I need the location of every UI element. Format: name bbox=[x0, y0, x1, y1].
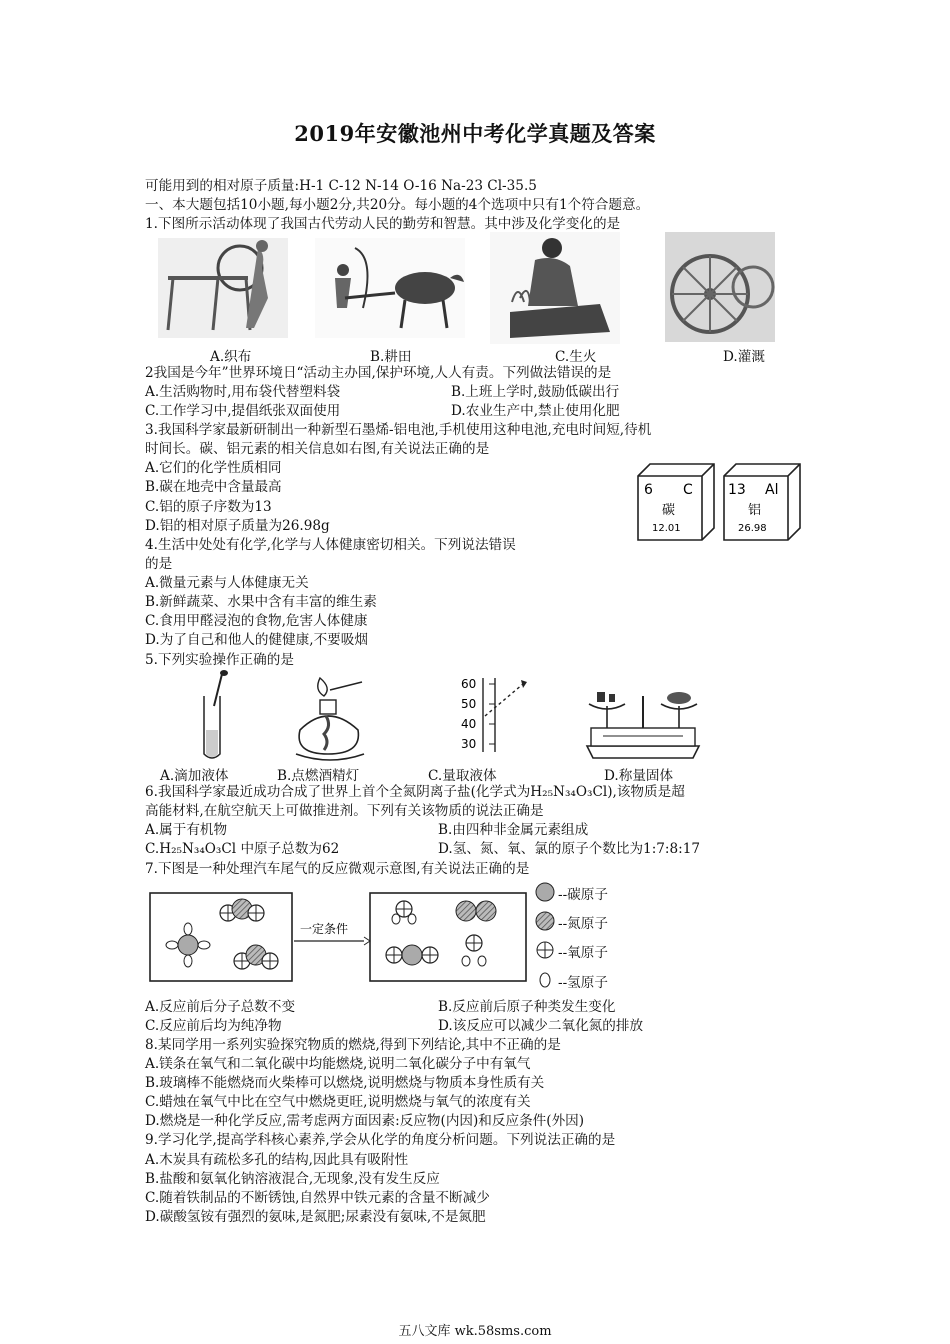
carbon-symbol: C bbox=[683, 482, 693, 498]
carbon-name: 碳 bbox=[662, 503, 676, 518]
q1-stem: 1.下图所示活动体现了我国古代劳动人民的勤劳和智慧。其中涉及化学变化的是 bbox=[145, 216, 621, 232]
q4-option-d: D.为了自己和他人的健健康,不要吸烟 bbox=[145, 632, 368, 648]
graduated-cylinder-image bbox=[455, 674, 535, 754]
q9-stem: 9.学习化学,提高学科核心素养,学会从化学的角度分析问题。下列说法正确的是 bbox=[145, 1132, 616, 1148]
legend-carbon: --碳原子 bbox=[558, 887, 608, 903]
q5-option-c: C.量取液体 bbox=[428, 768, 497, 784]
q8-option-b: B.玻璃棒不能燃烧而火柴棒可以燃烧,说明燃烧与物质本身性质有关 bbox=[145, 1075, 545, 1091]
q6-option-b: B.由四种非金属元素组成 bbox=[438, 822, 589, 838]
q4-option-b: B.新鲜蔬菜、水果中含有丰富的维生素 bbox=[145, 594, 377, 610]
dropping-liquid-image bbox=[192, 670, 232, 762]
q3-option-c: C.铝的原子序数为13 bbox=[145, 499, 272, 515]
aluminum-name: 铝 bbox=[748, 503, 762, 518]
making-fire-image bbox=[490, 232, 620, 344]
q4-stem-1: 4.生活中处处有化学,化学与人体健康密切相关。下列说法错误 bbox=[145, 537, 516, 553]
q4-stem-2: 的是 bbox=[145, 556, 173, 572]
q9-option-d: D.碳酸氢铵有强烈的氨味,是氮肥;尿素没有氨味,不是氮肥 bbox=[145, 1209, 486, 1225]
reaction-condition: 一定条件 bbox=[300, 922, 349, 936]
q9-option-a: A.木炭具有疏松多孔的结构,因此具有吸附性 bbox=[145, 1152, 409, 1168]
cylinder-tick-60: 60 bbox=[461, 677, 477, 691]
cylinder-tick-30: 30 bbox=[461, 737, 477, 751]
aluminum-element-card bbox=[722, 462, 802, 544]
q7-option-a: A.反应前后分子总数不变 bbox=[145, 999, 296, 1015]
q3-stem-1: 3.我国科学家最新研制出一种新型石墨烯-铝电池,手机使用这种电池,充电时间短,待机 bbox=[145, 422, 652, 438]
q2-option-a: A.生活购物时,用布袋代替塑料袋 bbox=[145, 384, 341, 400]
q1-option-c: C.生火 bbox=[555, 349, 597, 365]
q7-stem: 7.下图是一种处理汽车尾气的反应微观示意图,有关说法正确的是 bbox=[145, 861, 530, 877]
q6-stem-1: 6.我国科学家最近成功合成了世界上首个全氮阴离子盐(化学式为H₂₅N₃₄O₃Cl),该物质是超 bbox=[145, 784, 685, 800]
q1-option-d: D.灌溉 bbox=[723, 349, 765, 365]
aluminum-mass: 26.98 bbox=[738, 523, 767, 534]
aluminum-symbol: Al bbox=[765, 482, 779, 498]
q5-option-d: D.称量固体 bbox=[604, 768, 674, 784]
q3-stem-2: 时间长。碳、铝元素的相关信息如右图,有关说法正确的是 bbox=[145, 441, 490, 457]
reaction-diagram bbox=[148, 885, 528, 985]
carbon-number: 6 bbox=[644, 482, 653, 498]
carbon-mass: 12.01 bbox=[652, 523, 681, 534]
q7-option-d: D.该反应可以减少二氧化氮的排放 bbox=[438, 1018, 644, 1034]
q1-option-a: A.织布 bbox=[210, 349, 252, 365]
q4-option-a: A.微量元素与人体健康无关 bbox=[145, 575, 309, 591]
legend-hydrogen: --氢原子 bbox=[558, 975, 608, 991]
alcohol-lamp-image bbox=[290, 676, 370, 762]
q6-option-c: C.H₂₅N₃₄O₃Cl 中原子总数为62 bbox=[145, 841, 340, 857]
q9-option-b: B.盐酸和氨氧化钠溶液混合,无现象,没有发生反应 bbox=[145, 1171, 440, 1187]
q8-stem: 8.某同学用一系列实验探究物质的燃烧,得到下列结论,其中不正确的是 bbox=[145, 1037, 561, 1053]
q8-option-c: C.蜡烛在氧气中比在空气中燃烧更旺,说明燃烧与氧气的浓度有关 bbox=[145, 1094, 531, 1110]
page-title: 2019年安徽池州中考化学真题及答案 bbox=[294, 121, 656, 146]
q3-option-b: B.碳在地壳中含量最高 bbox=[145, 479, 282, 495]
q9-option-c: C.随着铁制品的不断锈蚀,自然界中铁元素的含量不断减少 bbox=[145, 1190, 490, 1206]
q8-option-d: D.燃烧是一种化学反应,需考虑两方面因素:反应物(内因)和反应条件(外因) bbox=[145, 1113, 585, 1129]
q7-option-c: C.反应前后均为纯净物 bbox=[145, 1018, 282, 1034]
q5-option-b: B.点燃酒精灯 bbox=[277, 768, 360, 784]
q4-option-c: C.食用甲醛浸泡的食物,危害人体健康 bbox=[145, 613, 368, 629]
q8-option-a: A.镁条在氧气和二氧化碳中均能燃烧,说明二氧化碳分子中有氧气 bbox=[145, 1056, 531, 1072]
q6-stem-2: 高能材料,在航空航天上可做推进剂。下列有关该物质的说法正确是 bbox=[145, 803, 544, 819]
balance-scale-image bbox=[583, 676, 703, 760]
q5-option-a: A.滴加液体 bbox=[160, 768, 229, 784]
irrigation-image bbox=[665, 232, 775, 342]
section-1-heading: 一、本大题包括10小题,每小题2分,共20分。每小题的4个选项中只有1个符合题意。 bbox=[145, 197, 650, 213]
q6-option-a: A.属于有机物 bbox=[145, 822, 228, 838]
plowing-image bbox=[315, 238, 465, 338]
atomic-masses: 可能用到的相对原子质量:H-1 C-12 N-14 O-16 Na-23 Cl-35.5 bbox=[145, 178, 537, 194]
footer-watermark: 五八文库 wk.58sms.com bbox=[398, 1324, 552, 1339]
q7-option-b: B.反应前后原子种类发生变化 bbox=[438, 999, 616, 1015]
q1-option-b: B.耕田 bbox=[370, 349, 412, 365]
q5-stem: 5.下列实验操作正确的是 bbox=[145, 652, 294, 668]
q2-option-c: C.工作学习中,提倡纸张双面使用 bbox=[145, 403, 341, 419]
legend-oxygen: --氧原子 bbox=[558, 945, 608, 961]
carbon-element-card bbox=[636, 462, 716, 544]
q2-option-d: D.农业生产中,禁止使用化肥 bbox=[451, 403, 620, 419]
cylinder-tick-50: 50 bbox=[461, 697, 477, 711]
q2-option-b: B.上班上学时,鼓励低碳出行 bbox=[451, 384, 620, 400]
aluminum-number: 13 bbox=[728, 482, 746, 498]
weaving-loom-image bbox=[158, 238, 288, 338]
cylinder-tick-40: 40 bbox=[461, 717, 477, 731]
legend-nitrogen: --氮原子 bbox=[558, 916, 608, 932]
q3-option-d: D.铝的相对原子质量为26.98g bbox=[145, 518, 330, 534]
q2-stem: 2我国是今年”世界环境日“活动主办国,保护环境,人人有责。下列做法错误的是 bbox=[145, 365, 612, 381]
q3-option-a: A.它们的化学性质相同 bbox=[145, 460, 282, 476]
q6-option-d: D.氢、氮、氧、氯的原子个数比为1:7:8:17 bbox=[438, 841, 701, 857]
